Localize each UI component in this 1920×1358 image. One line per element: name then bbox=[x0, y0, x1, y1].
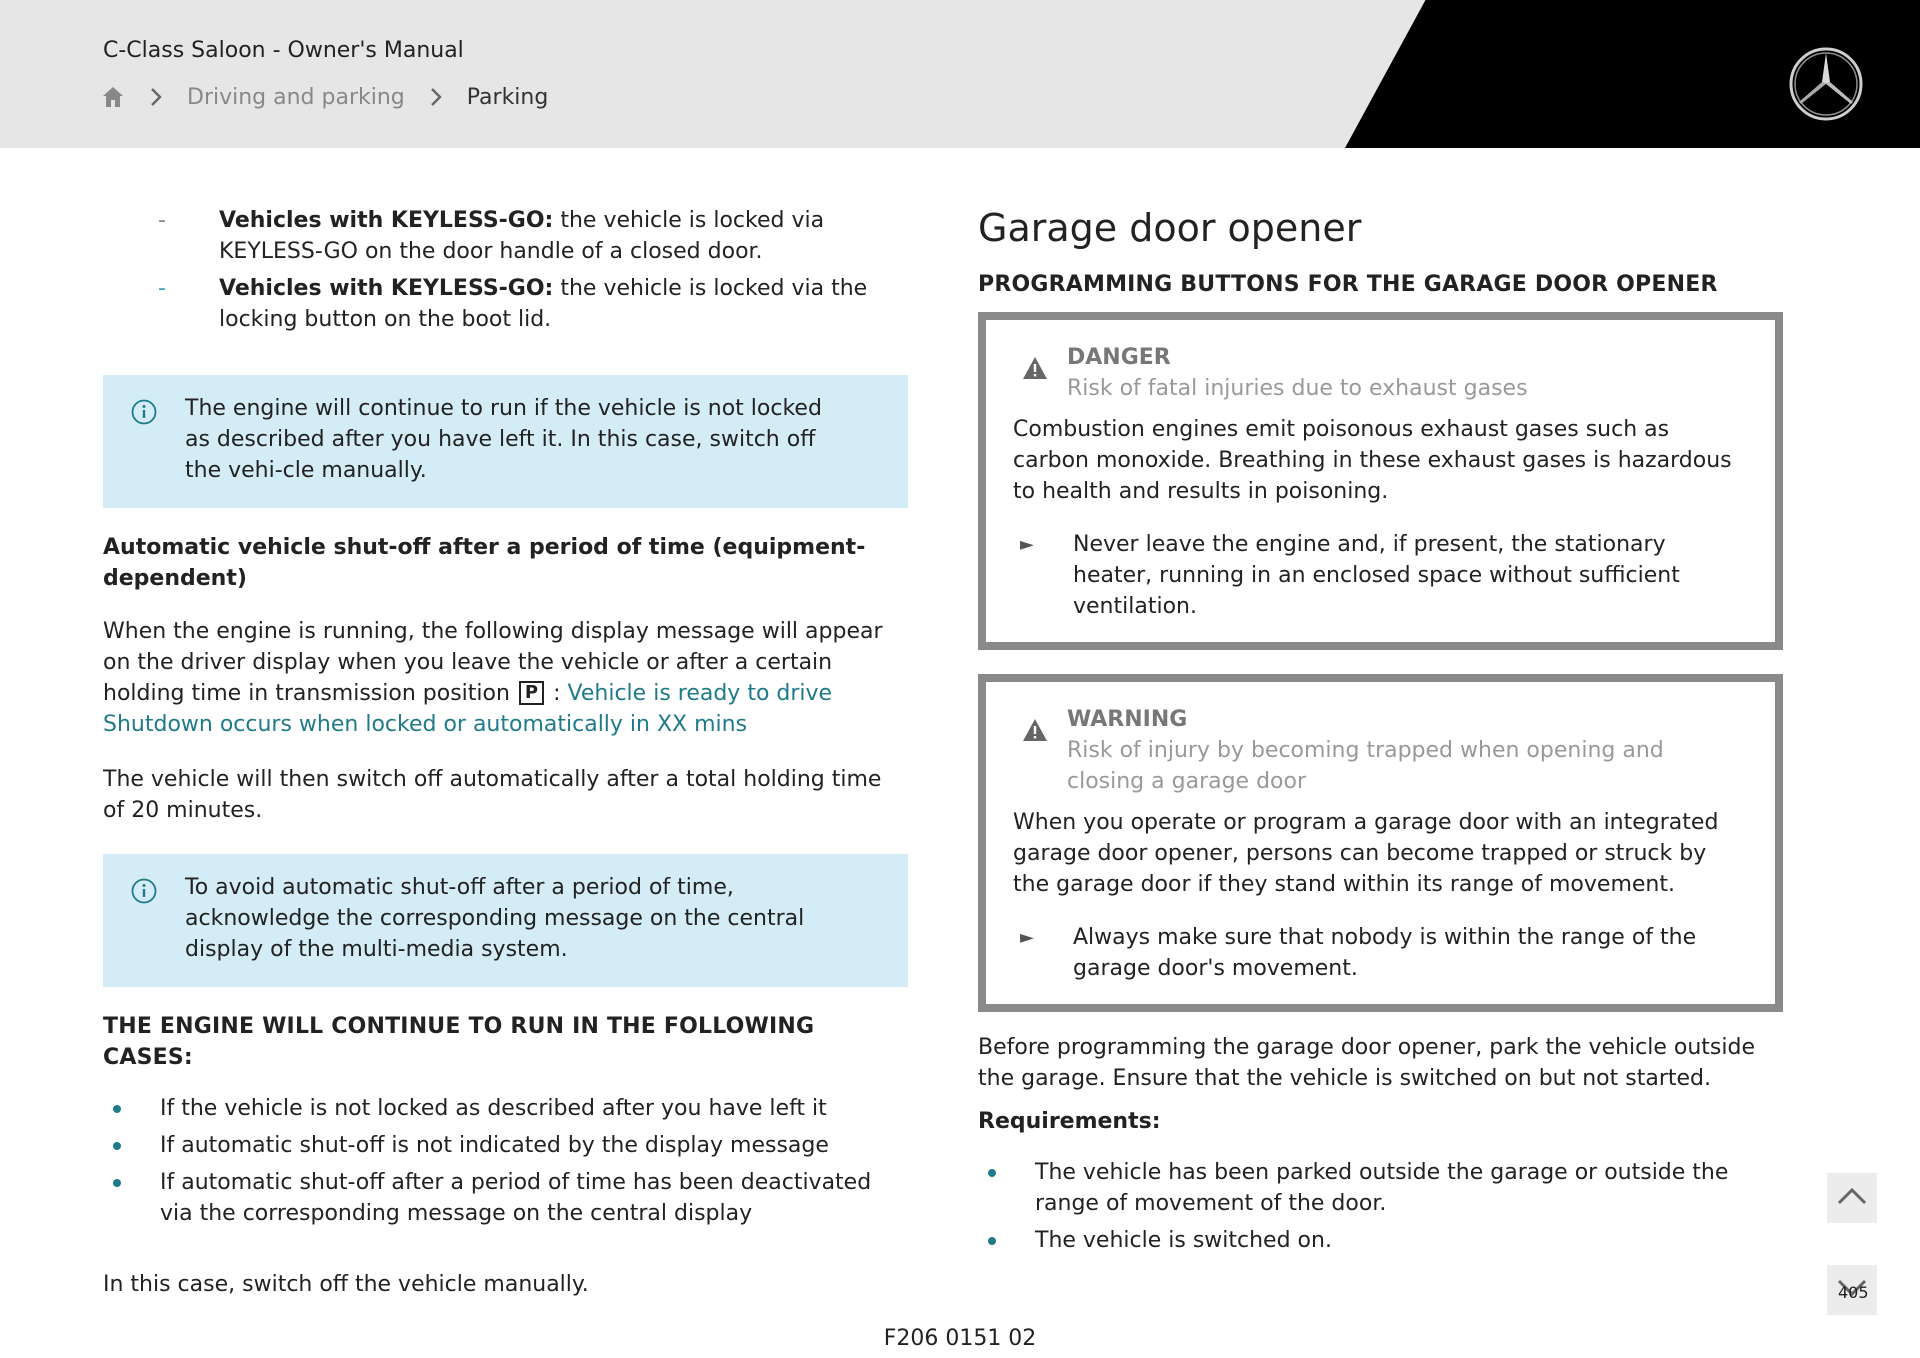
list-item-text: the vehicle is locked via the locking button on the boot lid. bbox=[219, 276, 868, 332]
mercedes-star-logo bbox=[1788, 46, 1864, 122]
programming-subheading: PROGRAMMING BUTTONS FOR THE GARAGE DOOR OPENER bbox=[978, 272, 1718, 297]
danger-instruction: ► Never leave the engine and, if present, the stationary heater, running in an enclosed space without sufficient ventilation. bbox=[1013, 529, 1745, 622]
auto-shutoff-paragraph: When the engine is running, the following display message will appear on the driver display when you leave the vehicle or after a certain holding time in transmission position P : Vehicle is ready to drive Shutdown occurs when locked or automatically in XX mins bbox=[103, 619, 883, 737]
right-column bbox=[978, 205, 1783, 1262]
info-note-engine-running bbox=[103, 375, 908, 508]
document-code: F206 0151 02 bbox=[883, 1326, 1037, 1351]
list-item: The vehicle is switched on. bbox=[978, 1225, 1783, 1256]
danger-subtitle: Risk of fatal injuries due to exhaust gases bbox=[1067, 376, 1528, 401]
warning-triangle-icon bbox=[1022, 718, 1048, 742]
header-bar bbox=[0, 0, 1920, 148]
danger-box bbox=[978, 312, 1783, 650]
warning-label: WARNING bbox=[1067, 707, 1188, 732]
warning-instruction: ► Always make sure that nobody is within the range of the garage door's movement. bbox=[1013, 922, 1745, 984]
engine-cases-list bbox=[103, 1093, 908, 1229]
breadcrumb-driving-and-parking[interactable]: Driving and parking bbox=[187, 84, 405, 110]
list-item: The vehicle has been parked outside the garage or outside the range of movement of the door. bbox=[978, 1157, 1783, 1219]
keyless-go-label: Vehicles with KEYLESS-GO: bbox=[219, 276, 554, 301]
requirements-list bbox=[978, 1157, 1783, 1256]
paragraph-text: When the engine is running, the following display message will appear on the driver display when you leave the vehicle or after a certain holding time in transmission position bbox=[103, 619, 883, 706]
keyless-go-list bbox=[103, 205, 908, 335]
home-icon[interactable] bbox=[101, 85, 125, 109]
info-note-avoid-shutoff bbox=[103, 854, 908, 987]
danger-body: Combustion engines emit poisonous exhaust gases such as carbon monoxide. Breathing in these exhaust gases is hazardous to health and results in poisoning. bbox=[1013, 417, 1732, 504]
info-icon bbox=[131, 878, 157, 904]
info-note-text: To avoid automatic shut-off after a period of time, acknowledge the corresponding message on the central display of the multi-media system. bbox=[185, 875, 805, 962]
before-programming-paragraph: Before programming the garage door opener, park the vehicle outside the garage. Ensure that the vehicle is switched on but not started. bbox=[978, 1035, 1756, 1091]
section-title: Garage door opener bbox=[978, 206, 1362, 250]
keyless-go-label: Vehicles with KEYLESS-GO: bbox=[219, 208, 554, 233]
chevron-right-icon bbox=[141, 87, 171, 107]
scroll-up-button[interactable] bbox=[1827, 1173, 1877, 1223]
arrow-right-icon: ► bbox=[1020, 927, 1034, 948]
document-title: C-Class Saloon - Owner's Manual bbox=[103, 38, 464, 63]
breadcrumb-current-parking: Parking bbox=[466, 84, 549, 110]
breadcrumb bbox=[101, 80, 548, 114]
requirements-heading: Requirements: bbox=[978, 1109, 1161, 1134]
warning-subtitle: Risk of injury by becoming trapped when opening and closing a garage door bbox=[1067, 738, 1664, 794]
list-item: If automatic shut-off is not indicated by the display message bbox=[103, 1130, 908, 1161]
list-item: If automatic shut-off after a period of time has been deactivated via the corresponding message on the central display bbox=[103, 1167, 908, 1229]
danger-label: DANGER bbox=[1067, 345, 1171, 370]
warning-triangle-icon bbox=[1022, 356, 1048, 380]
chevron-right-icon bbox=[421, 87, 451, 107]
warning-body: When you operate or program a garage door with an integrated garage door opener, persons can become trapped or struck by the garage door if they stand within its range of movement. bbox=[1013, 810, 1719, 897]
list-item: - Vehicles with KEYLESS-GO: the vehicle is locked via the locking button on the boot lid. bbox=[158, 276, 868, 332]
holding-time-paragraph: The vehicle will then switch off automatically after a total holding time of 20 minutes. bbox=[103, 767, 882, 823]
arrow-right-icon: ► bbox=[1020, 534, 1034, 555]
list-item-text: the vehicle is locked via KEYLESS-GO on the door handle of a closed door. bbox=[219, 208, 825, 264]
auto-shutoff-heading: Automatic vehicle shut-off after a period of time (equipment-dependent) bbox=[103, 535, 866, 591]
list-item: If the vehicle is not locked as described after you have left it bbox=[103, 1093, 908, 1124]
closing-paragraph: In this case, switch off the vehicle manually. bbox=[103, 1272, 589, 1297]
chevron-up-icon bbox=[1837, 1187, 1867, 1209]
info-note-text: The engine will continue to run if the vehicle is not locked as described after you have left it. In this case, switch off the vehi-cle manually. bbox=[185, 396, 822, 483]
list-item: - Vehicles with KEYLESS-GO: the vehicle is locked via KEYLESS-GO on the door handle of a closed door. bbox=[158, 208, 825, 264]
left-column bbox=[103, 205, 908, 1300]
transmission-p-key: P bbox=[519, 681, 544, 705]
warning-box bbox=[978, 674, 1783, 1012]
engine-continue-heading: THE ENGINE WILL CONTINUE TO RUN IN THE FOLLOWING CASES: bbox=[103, 1014, 815, 1070]
page-number: 405 bbox=[1838, 1283, 1869, 1302]
info-icon bbox=[131, 399, 157, 425]
display-message-link[interactable]: Vehicle is ready to drive Shutdown occurs when locked or automatically in XX mins bbox=[103, 681, 833, 737]
